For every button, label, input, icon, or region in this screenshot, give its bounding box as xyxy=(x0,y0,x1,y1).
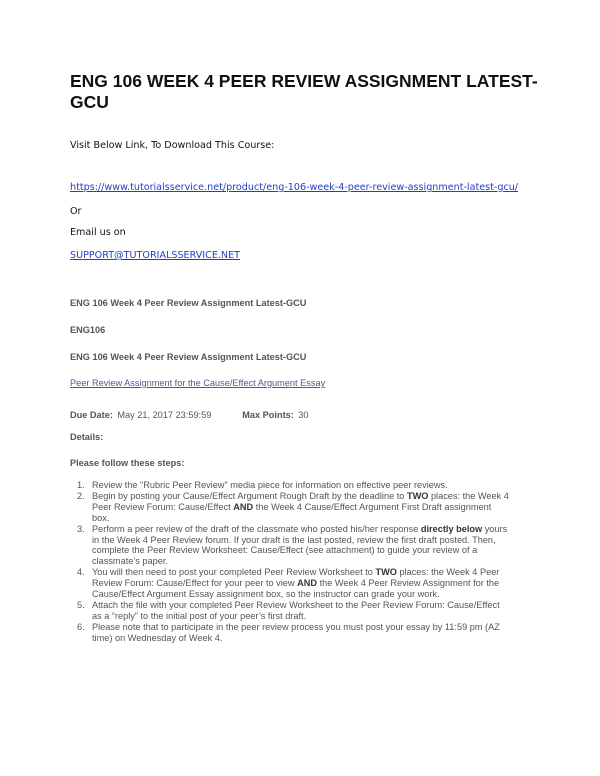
step-item xyxy=(70,622,510,644)
step-emphasis: TWO xyxy=(375,567,397,578)
due-date-row xyxy=(70,405,309,423)
email-label: Email us on xyxy=(70,227,126,238)
step-item xyxy=(70,491,510,524)
step-emphasis: AND xyxy=(297,578,318,589)
assignment-link[interactable]: Peer Review Assignment for the Cause/Effect Argument Essay xyxy=(70,378,326,388)
step-text: Attach the file with your completed Peer Review Worksheet to the Peer Review Forum: Cause/Effect as a “reply” to the initial post of your peer’s first draft. xyxy=(92,599,500,621)
assignment-heading: ENG 106 Week 4 Peer Review Assignment Latest-GCU xyxy=(70,298,307,308)
course-code: ENG106 xyxy=(70,325,106,335)
due-date-label: Due Date: xyxy=(70,410,113,420)
step-emphasis: TWO xyxy=(406,490,429,501)
step-emphasis: AND xyxy=(233,501,254,512)
step-number: 1. xyxy=(77,480,85,490)
step-number: 5. xyxy=(77,599,85,610)
step-number: 3. xyxy=(77,523,85,534)
step-text: Please note that to participate in the peer review process you must post your essay by 11:59 pm (AZ time) on Wednesday of Week 4. xyxy=(92,621,500,643)
details-label: Details: xyxy=(70,432,104,442)
steps-intro: Please follow these steps: xyxy=(70,458,185,468)
email-link[interactable]: SUPPORT@TUTORIALSSERVICE.NET xyxy=(70,250,241,261)
step-item xyxy=(70,480,510,491)
step-number: 4. xyxy=(77,567,85,578)
step-item xyxy=(70,567,510,600)
due-date-value: May 21, 2017 23:59:59 xyxy=(117,410,212,420)
step-text: the Week 4 Cause/Effect Argument First Draft assignment box. xyxy=(92,501,492,523)
max-points-value: 30 xyxy=(298,410,309,420)
step-text: places: the Week 4 Peer Review Forum: Cause/Effect xyxy=(92,490,509,512)
assignment-heading-repeat: ENG 106 Week 4 Peer Review Assignment Latest-GCU xyxy=(70,352,307,362)
step-text: Begin by posting your Cause/Effect Argument Rough Draft by the deadline to xyxy=(92,490,407,501)
step-number: 6. xyxy=(77,621,85,632)
step-text: the Week 4 Peer Review Assignment for the Cause/Effect Argument Essay assignment box, so the instructor can grade your work. xyxy=(92,578,500,600)
steps-list xyxy=(70,480,510,644)
step-item xyxy=(70,600,510,622)
step-text: places: the Week 4 Peer Review Forum: Cause/Effect for your peer to view xyxy=(92,567,500,589)
step-text: yours in the Week 4 Peer Review forum. If your draft is the last posted, review the first draft posted. Then, complete the Peer Review Worksheet: Cause/Effect (see attachment) to guide your review of a classmate’s paper. xyxy=(92,523,508,567)
step-text: You will then need to post your completed Peer Review Worksheet to xyxy=(92,567,376,578)
visit-text: Visit Below Link, To Download This Course: xyxy=(70,140,275,151)
document-title: ENG 106 WEEK 4 PEER REVIEW ASSIGNMENT LATEST-GCU xyxy=(70,71,538,112)
max-points-label: Max Points: xyxy=(242,410,294,420)
course-link[interactable]: https://www.tutorialsservice.net/product/eng-106-week-4-peer-review-assignment-latest-gcu/ xyxy=(70,182,519,193)
step-number: 2. xyxy=(77,490,85,501)
or-text: Or xyxy=(70,206,82,217)
step-emphasis: directly below xyxy=(420,523,483,534)
step-item xyxy=(70,524,510,568)
step-text: Review the "Rubric Peer Review" media piece for information on effective peer reviews. xyxy=(92,480,448,490)
step-text: Perform a peer review of the draft of the classmate who posted his/her response xyxy=(92,523,421,534)
